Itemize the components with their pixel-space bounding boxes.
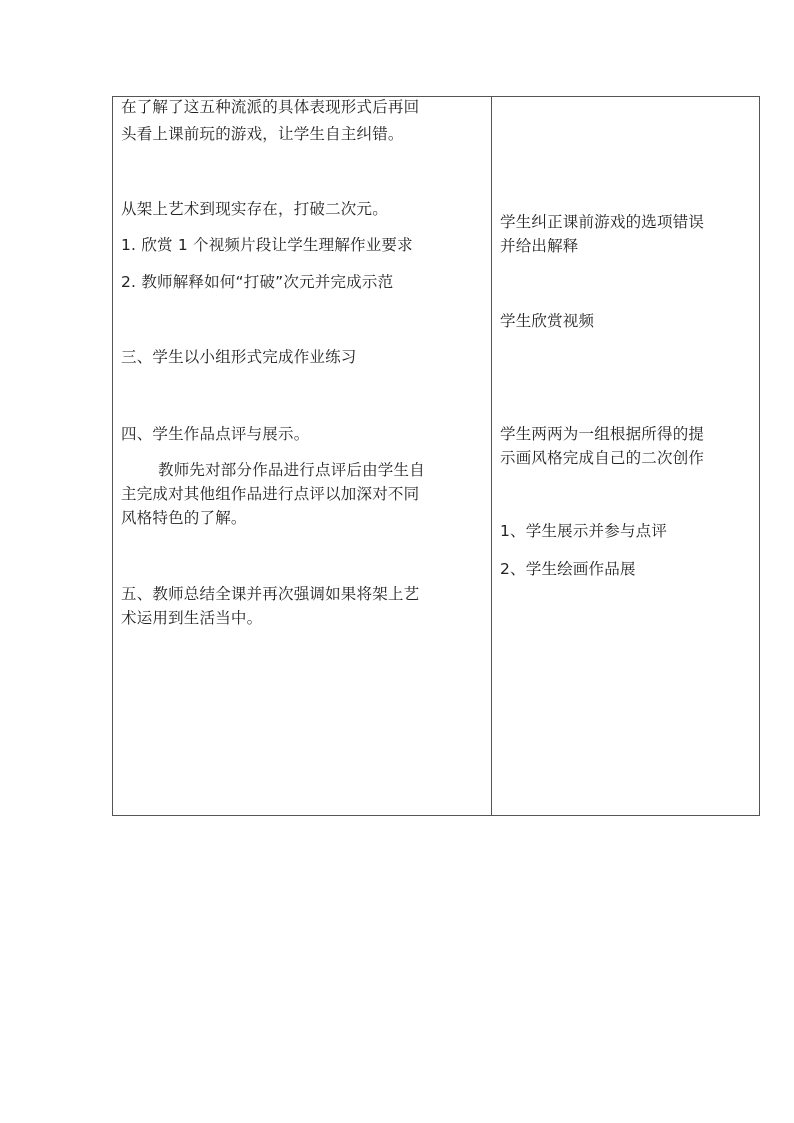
left-section-4: 四、学生作品点评与展示。: [121, 425, 310, 443]
left-para-4-line-1: 教师先对部分作品进行点评后由学生自: [158, 461, 425, 479]
left-para-4-line-3: 风格特色的了解。: [121, 509, 247, 527]
right-para-1-line-2: 并给出解释: [500, 237, 579, 255]
column-divider: [491, 97, 492, 815]
right-para-3-line-2: 示画风格完成自己的二次创作: [500, 449, 705, 467]
left-section-5-line-1: 五、教师总结全课并再次强调如果将架上艺: [121, 585, 420, 603]
right-item-2: 2、学生绘画作品展: [500, 560, 636, 578]
left-item-1: 1. 欣赏 1 个视频片段让学生理解作业要求: [121, 236, 413, 254]
left-para-2: 从架上艺术到现实存在，打破二次元。: [121, 200, 388, 218]
left-item-2: 2. 教师解释如何“打破”次元并完成示范: [121, 273, 394, 291]
right-para-2: 学生欣赏视频: [500, 312, 595, 330]
left-para-1-line-2: 头看上课前玩的游戏，让学生自主纠错。: [121, 125, 404, 143]
left-section-3: 三、学生以小组形式完成作业练习: [121, 348, 357, 366]
left-para-1-line-1: 在了解了这五种流派的具体表现形式后再回: [121, 98, 420, 116]
right-item-1: 1、学生展示并参与点评: [500, 522, 668, 540]
left-para-4-line-2: 主完成对其他组作品进行点评以加深对不同: [121, 485, 420, 503]
right-para-1-line-1: 学生纠正课前游戏的选项错误: [500, 213, 705, 231]
right-para-3-line-1: 学生两两为一组根据所得的提: [500, 425, 705, 443]
left-section-5-line-2: 术运用到生活当中。: [121, 609, 263, 627]
